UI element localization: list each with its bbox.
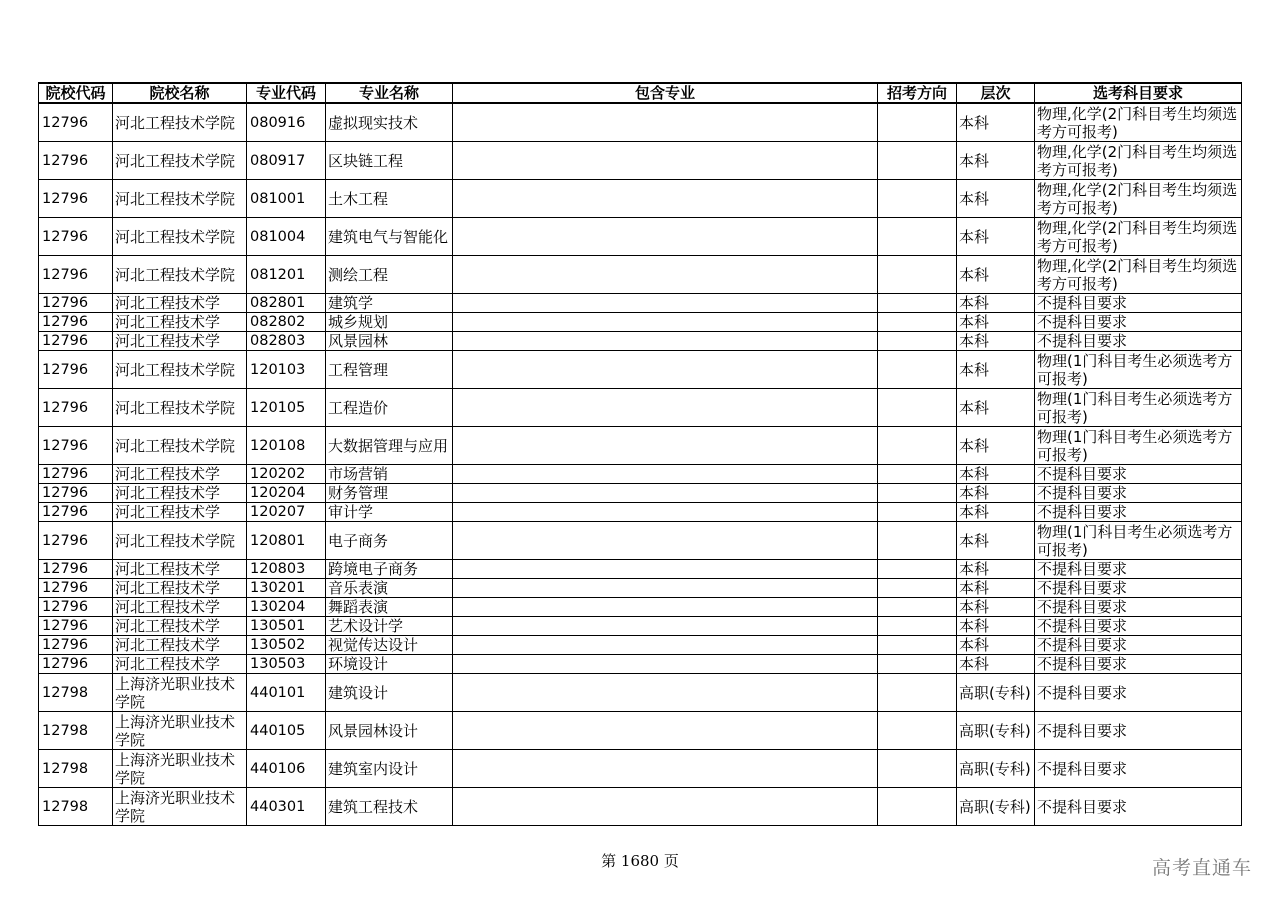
table-row — [39, 389, 1242, 427]
cell-level: 本科 — [957, 180, 1035, 218]
cell-requirement: 不提科目要求 — [1035, 655, 1242, 674]
table-row — [39, 655, 1242, 674]
cell-included-majors — [453, 142, 878, 180]
cell-major-name: 虚拟现实技术 — [326, 103, 453, 142]
cell-major-name: 音乐表演 — [326, 579, 453, 598]
cell-requirement: 物理(1门科目考生必须选考方可报考) — [1035, 351, 1242, 389]
cell-school-code: 12796 — [39, 313, 113, 332]
table-row — [39, 294, 1242, 313]
cell-included-majors — [453, 332, 878, 351]
cell-major-code: 120105 — [247, 389, 326, 427]
admission-table — [38, 82, 1242, 826]
cell-major-name: 测绘工程 — [326, 256, 453, 294]
cell-direction — [878, 617, 957, 636]
cell-school-code: 12796 — [39, 218, 113, 256]
cell-school-code: 12796 — [39, 484, 113, 503]
cell-direction — [878, 503, 957, 522]
cell-major-name: 舞蹈表演 — [326, 598, 453, 617]
cell-major-code: 082802 — [247, 313, 326, 332]
cell-school-code: 12798 — [39, 712, 113, 750]
header-major-name: 专业名称 — [326, 83, 453, 103]
cell-included-majors — [453, 465, 878, 484]
cell-requirement: 不提科目要求 — [1035, 313, 1242, 332]
table-row — [39, 332, 1242, 351]
cell-school-name: 上海济光职业技术学院 — [113, 712, 247, 750]
page-number: 第 1680 页 — [601, 852, 679, 870]
cell-major-name: 环境设计 — [326, 655, 453, 674]
cell-direction — [878, 674, 957, 712]
cell-direction — [878, 218, 957, 256]
cell-included-majors — [453, 750, 878, 788]
cell-requirement: 物理,化学(2门科目考生均须选考方可报考) — [1035, 142, 1242, 180]
cell-major-code: 081004 — [247, 218, 326, 256]
cell-included-majors — [453, 522, 878, 560]
cell-included-majors — [453, 788, 878, 826]
table-row — [39, 218, 1242, 256]
cell-level: 本科 — [957, 617, 1035, 636]
cell-included-majors — [453, 180, 878, 218]
brand-watermark: 高考直通车 — [1151, 857, 1252, 879]
cell-level: 本科 — [957, 655, 1035, 674]
cell-school-code: 12796 — [39, 103, 113, 142]
cell-school-code: 12796 — [39, 351, 113, 389]
cell-level: 本科 — [957, 389, 1035, 427]
cell-included-majors — [453, 389, 878, 427]
cell-level: 本科 — [957, 579, 1035, 598]
cell-direction — [878, 750, 957, 788]
cell-school-code: 12796 — [39, 256, 113, 294]
cell-major-code: 120103 — [247, 351, 326, 389]
cell-requirement: 物理(1门科目考生必须选考方可报考) — [1035, 389, 1242, 427]
cell-school-code: 12796 — [39, 427, 113, 465]
cell-major-name: 建筑室内设计 — [326, 750, 453, 788]
cell-school-code: 12796 — [39, 142, 113, 180]
cell-requirement: 不提科目要求 — [1035, 750, 1242, 788]
cell-school-name: 河北工程技术学院 — [113, 427, 247, 465]
cell-major-code: 440101 — [247, 674, 326, 712]
cell-major-code: 440105 — [247, 712, 326, 750]
cell-direction — [878, 712, 957, 750]
cell-major-code: 130503 — [247, 655, 326, 674]
cell-major-name: 建筑设计 — [326, 674, 453, 712]
cell-level: 本科 — [957, 218, 1035, 256]
cell-school-code: 12796 — [39, 579, 113, 598]
cell-school-name: 上海济光职业技术学院 — [113, 674, 247, 712]
cell-direction — [878, 351, 957, 389]
cell-school-code: 12796 — [39, 389, 113, 427]
cell-direction — [878, 180, 957, 218]
cell-requirement: 不提科目要求 — [1035, 636, 1242, 655]
cell-direction — [878, 294, 957, 313]
cell-direction — [878, 142, 957, 180]
table-header-row — [39, 83, 1242, 103]
cell-school-name: 河北工程技术学 — [113, 598, 247, 617]
cell-requirement: 不提科目要求 — [1035, 560, 1242, 579]
cell-requirement: 不提科目要求 — [1035, 617, 1242, 636]
cell-direction — [878, 427, 957, 465]
cell-school-code: 12798 — [39, 788, 113, 826]
cell-direction — [878, 103, 957, 142]
cell-included-majors — [453, 579, 878, 598]
cell-school-name: 河北工程技术学院 — [113, 103, 247, 142]
table-row — [39, 617, 1242, 636]
cell-direction — [878, 522, 957, 560]
cell-level: 本科 — [957, 142, 1035, 180]
cell-major-name: 艺术设计学 — [326, 617, 453, 636]
cell-level: 本科 — [957, 598, 1035, 617]
cell-major-code: 120202 — [247, 465, 326, 484]
cell-school-code: 12796 — [39, 503, 113, 522]
cell-included-majors — [453, 427, 878, 465]
table-row — [39, 180, 1242, 218]
cell-major-code: 440106 — [247, 750, 326, 788]
cell-level: 本科 — [957, 294, 1035, 313]
table-row — [39, 142, 1242, 180]
cell-major-code: 120801 — [247, 522, 326, 560]
cell-direction — [878, 788, 957, 826]
cell-requirement: 不提科目要求 — [1035, 674, 1242, 712]
cell-level: 本科 — [957, 351, 1035, 389]
cell-school-name: 河北工程技术学院 — [113, 351, 247, 389]
cell-level: 本科 — [957, 332, 1035, 351]
cell-major-code: 120108 — [247, 427, 326, 465]
cell-direction — [878, 465, 957, 484]
cell-level: 高职(专科) — [957, 788, 1035, 826]
cell-requirement: 物理,化学(2门科目考生均须选考方可报考) — [1035, 180, 1242, 218]
cell-included-majors — [453, 503, 878, 522]
cell-direction — [878, 332, 957, 351]
cell-school-code: 12796 — [39, 180, 113, 218]
header-included-majors: 包含专业 — [453, 83, 878, 103]
cell-level: 高职(专科) — [957, 712, 1035, 750]
cell-major-code: 130502 — [247, 636, 326, 655]
cell-included-majors — [453, 218, 878, 256]
cell-included-majors — [453, 103, 878, 142]
cell-school-code: 12796 — [39, 636, 113, 655]
cell-school-name: 河北工程技术学 — [113, 465, 247, 484]
cell-school-name: 河北工程技术学 — [113, 484, 247, 503]
cell-direction — [878, 560, 957, 579]
cell-school-code: 12796 — [39, 598, 113, 617]
cell-requirement: 物理,化学(2门科目考生均须选考方可报考) — [1035, 218, 1242, 256]
cell-included-majors — [453, 617, 878, 636]
cell-included-majors — [453, 484, 878, 503]
cell-school-name: 河北工程技术学 — [113, 503, 247, 522]
cell-requirement: 不提科目要求 — [1035, 712, 1242, 750]
cell-major-name: 城乡规划 — [326, 313, 453, 332]
cell-included-majors — [453, 351, 878, 389]
cell-requirement: 物理(1门科目考生必须选考方可报考) — [1035, 427, 1242, 465]
cell-school-code: 12796 — [39, 522, 113, 560]
cell-level: 本科 — [957, 465, 1035, 484]
header-direction: 招考方向 — [878, 83, 957, 103]
cell-major-name: 财务管理 — [326, 484, 453, 503]
cell-school-name: 河北工程技术学 — [113, 617, 247, 636]
cell-school-name: 河北工程技术学院 — [113, 389, 247, 427]
cell-major-code: 440301 — [247, 788, 326, 826]
table-row — [39, 636, 1242, 655]
cell-school-name: 河北工程技术学院 — [113, 142, 247, 180]
cell-level: 高职(专科) — [957, 750, 1035, 788]
cell-requirement: 不提科目要求 — [1035, 332, 1242, 351]
cell-school-name: 河北工程技术学院 — [113, 256, 247, 294]
cell-included-majors — [453, 655, 878, 674]
table-row — [39, 313, 1242, 332]
cell-school-code: 12796 — [39, 465, 113, 484]
cell-level: 本科 — [957, 503, 1035, 522]
cell-requirement: 不提科目要求 — [1035, 465, 1242, 484]
cell-school-name: 河北工程技术学 — [113, 655, 247, 674]
cell-major-code: 130201 — [247, 579, 326, 598]
cell-school-name: 河北工程技术学 — [113, 313, 247, 332]
table-row — [39, 256, 1242, 294]
cell-school-code: 12796 — [39, 294, 113, 313]
cell-major-code: 130204 — [247, 598, 326, 617]
cell-major-code: 120803 — [247, 560, 326, 579]
cell-direction — [878, 389, 957, 427]
cell-major-name: 市场营销 — [326, 465, 453, 484]
cell-direction — [878, 636, 957, 655]
table-row — [39, 103, 1242, 142]
cell-level: 本科 — [957, 560, 1035, 579]
table-row — [39, 788, 1242, 826]
cell-requirement: 不提科目要求 — [1035, 788, 1242, 826]
cell-major-name: 建筑学 — [326, 294, 453, 313]
cell-direction — [878, 484, 957, 503]
cell-major-name: 区块链工程 — [326, 142, 453, 180]
cell-major-name: 建筑电气与智能化 — [326, 218, 453, 256]
table-row — [39, 579, 1242, 598]
header-requirement: 选考科目要求 — [1035, 83, 1242, 103]
cell-direction — [878, 655, 957, 674]
header-school-name: 院校名称 — [113, 83, 247, 103]
cell-major-name: 跨境电子商务 — [326, 560, 453, 579]
cell-direction — [878, 579, 957, 598]
table-row — [39, 427, 1242, 465]
table-row — [39, 560, 1242, 579]
header-level: 层次 — [957, 83, 1035, 103]
header-school-code: 院校代码 — [39, 83, 113, 103]
cell-major-name: 风景园林 — [326, 332, 453, 351]
table-row — [39, 465, 1242, 484]
cell-school-name: 河北工程技术学院 — [113, 180, 247, 218]
cell-major-code: 120204 — [247, 484, 326, 503]
table-row — [39, 503, 1242, 522]
cell-school-name: 河北工程技术学 — [113, 294, 247, 313]
cell-major-code: 120207 — [247, 503, 326, 522]
table-body — [39, 103, 1242, 826]
cell-requirement: 物理,化学(2门科目考生均须选考方可报考) — [1035, 256, 1242, 294]
cell-school-name: 河北工程技术学 — [113, 579, 247, 598]
table-row — [39, 522, 1242, 560]
cell-major-code: 080917 — [247, 142, 326, 180]
cell-included-majors — [453, 636, 878, 655]
table-row — [39, 674, 1242, 712]
cell-school-name: 河北工程技术学院 — [113, 218, 247, 256]
cell-direction — [878, 313, 957, 332]
cell-included-majors — [453, 598, 878, 617]
cell-school-code: 12798 — [39, 674, 113, 712]
cell-major-name: 土木工程 — [326, 180, 453, 218]
table-row — [39, 484, 1242, 503]
cell-included-majors — [453, 313, 878, 332]
cell-school-code: 12798 — [39, 750, 113, 788]
cell-major-name: 工程造价 — [326, 389, 453, 427]
cell-included-majors — [453, 712, 878, 750]
cell-school-name: 河北工程技术学院 — [113, 522, 247, 560]
cell-level: 本科 — [957, 256, 1035, 294]
cell-requirement: 物理,化学(2门科目考生均须选考方可报考) — [1035, 103, 1242, 142]
cell-major-name: 审计学 — [326, 503, 453, 522]
cell-major-name: 大数据管理与应用 — [326, 427, 453, 465]
cell-major-code: 081001 — [247, 180, 326, 218]
cell-major-code: 130501 — [247, 617, 326, 636]
cell-major-name: 工程管理 — [326, 351, 453, 389]
cell-direction — [878, 256, 957, 294]
cell-level: 本科 — [957, 636, 1035, 655]
cell-major-name: 电子商务 — [326, 522, 453, 560]
header-major-code: 专业代码 — [247, 83, 326, 103]
cell-school-name: 上海济光职业技术学院 — [113, 788, 247, 826]
cell-major-code: 080916 — [247, 103, 326, 142]
cell-school-code: 12796 — [39, 560, 113, 579]
cell-major-name: 视觉传达设计 — [326, 636, 453, 655]
cell-level: 本科 — [957, 484, 1035, 503]
cell-level: 本科 — [957, 313, 1035, 332]
table-row — [39, 750, 1242, 788]
cell-level: 高职(专科) — [957, 674, 1035, 712]
cell-major-name: 建筑工程技术 — [326, 788, 453, 826]
cell-included-majors — [453, 674, 878, 712]
cell-level: 本科 — [957, 103, 1035, 142]
cell-school-name: 河北工程技术学 — [113, 332, 247, 351]
cell-requirement: 不提科目要求 — [1035, 484, 1242, 503]
cell-requirement: 不提科目要求 — [1035, 294, 1242, 313]
cell-school-code: 12796 — [39, 332, 113, 351]
cell-major-code: 082803 — [247, 332, 326, 351]
cell-included-majors — [453, 294, 878, 313]
table-row — [39, 712, 1242, 750]
table-row — [39, 351, 1242, 389]
cell-level: 本科 — [957, 522, 1035, 560]
table-row — [39, 598, 1242, 617]
cell-school-name: 上海济光职业技术学院 — [113, 750, 247, 788]
cell-major-name: 风景园林设计 — [326, 712, 453, 750]
cell-major-code: 081201 — [247, 256, 326, 294]
cell-school-name: 河北工程技术学 — [113, 636, 247, 655]
cell-included-majors — [453, 256, 878, 294]
cell-direction — [878, 598, 957, 617]
cell-requirement: 不提科目要求 — [1035, 503, 1242, 522]
cell-requirement: 物理(1门科目考生必须选考方可报考) — [1035, 522, 1242, 560]
cell-requirement: 不提科目要求 — [1035, 579, 1242, 598]
cell-school-code: 12796 — [39, 617, 113, 636]
cell-school-name: 河北工程技术学 — [113, 560, 247, 579]
cell-school-code: 12796 — [39, 655, 113, 674]
cell-included-majors — [453, 560, 878, 579]
cell-requirement: 不提科目要求 — [1035, 598, 1242, 617]
cell-major-code: 082801 — [247, 294, 326, 313]
cell-level: 本科 — [957, 427, 1035, 465]
